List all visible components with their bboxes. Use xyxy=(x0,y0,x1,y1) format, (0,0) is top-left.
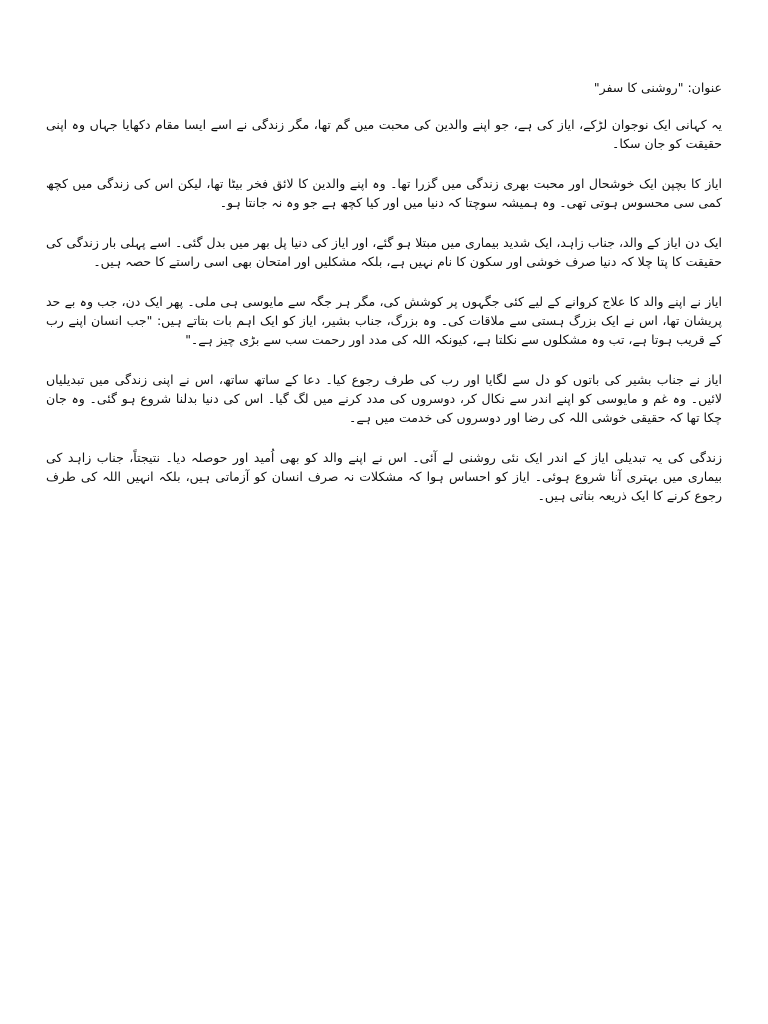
paragraph-change: ایاز نے جناب بشیر کی باتوں کو دل سے لگایا اور رب کی طرف رجوع کیا۔ دعا کے ساتھ ساتھ، اس نے اپنی زندگی میں تبدیلیاں لائیں۔ وہ غم و مایوسی کو اپنے اندر سے نکال کر، دوسروں کی مدد کرنے میں لگ گیا۔ اس کی دنیا بدلنا شروع ہو گئی۔ وہ جان چکا تھا کہ حقیقی خوشی اللہ کی رضا اور دوسروں کی خدمت میں ہے۔ xyxy=(46,372,722,425)
paragraph-elder-meeting: ایاز نے اپنے والد کا علاج کروانے کے لیے کئی جگہوں پر کوشش کی، مگر ہر جگہ سے مایوسی ہی ملی۔ پھر ایک دن، جب وہ بے حد پریشان تھا، اس نے ایک بزرگ ہستی سے ملاقات کی۔ وہ بزرگ، جناب بشیر، ایاز کو ایک اہم بات بتاتے ہیں: "جب انسان اپنے رب کے قریب ہوتا ہے، تب وہ مشکلوں سے نکلتا ہے، کیونکہ اللہ کی مدد اور رحمت سب سے بڑی چیز ہے۔" xyxy=(46,294,722,347)
paragraph-childhood: ایاز کا بچپن ایک خوشحال اور محبت بھری زندگی میں گزرا تھا۔ وہ اپنے والدین کا لائق فخر بیٹا تھا، لیکن اس کی زندگی میں کچھ کمی سی محسوس ہوتی تھی۔ وہ ہمیشہ سوچتا کہ دنیا میں اور کیا کچھ ہے جو وہ نہ جانتا ہو۔ xyxy=(46,176,722,210)
document-body xyxy=(46,78,722,526)
paragraph-illness: ایک دن ایاز کے والد، جناب زاہد، ایک شدید بیماری میں مبتلا ہو گئے، اور ایاز کی دنیا پل بھر میں بدل گئی۔ اسے پہلی بار زندگی کی حقیقت کا پتا چلا کہ دنیا صرف خوشی اور سکون کا نام نہیں ہے، بلکہ مشکلیں اور امتحان بھی اسی راستے کا حصہ ہیں۔ xyxy=(46,235,722,269)
document-title: عنوان: "روشنی کا سفر" xyxy=(593,80,722,95)
paragraph-conclusion: زندگی کی یہ تبدیلی ایاز کے اندر ایک نئی روشنی لے آئی۔ اس نے اپنے والد کو بھی اُمید اور حوصلہ دیا۔ نتیجتاً، جناب زاہد کی بیماری میں بہتری آنا شروع ہوئی۔ ایاز کو احساس ہوا کہ مشکلات نہ صرف انسان کو آزماتی ہیں، بلکہ انہیں اللہ کی طرف رجوع کرنے کا ایک ذریعہ بناتی ہیں۔ xyxy=(46,450,722,503)
paragraph-intro: یہ کہانی ایک نوجوان لڑکے، ایاز کی ہے، جو اپنے والدین کی محبت میں گم تھا، مگر زندگی نے اسے ایسا مقام دکھایا جہاں وہ اپنی حقیقت کو جان سکا۔ xyxy=(46,117,722,151)
